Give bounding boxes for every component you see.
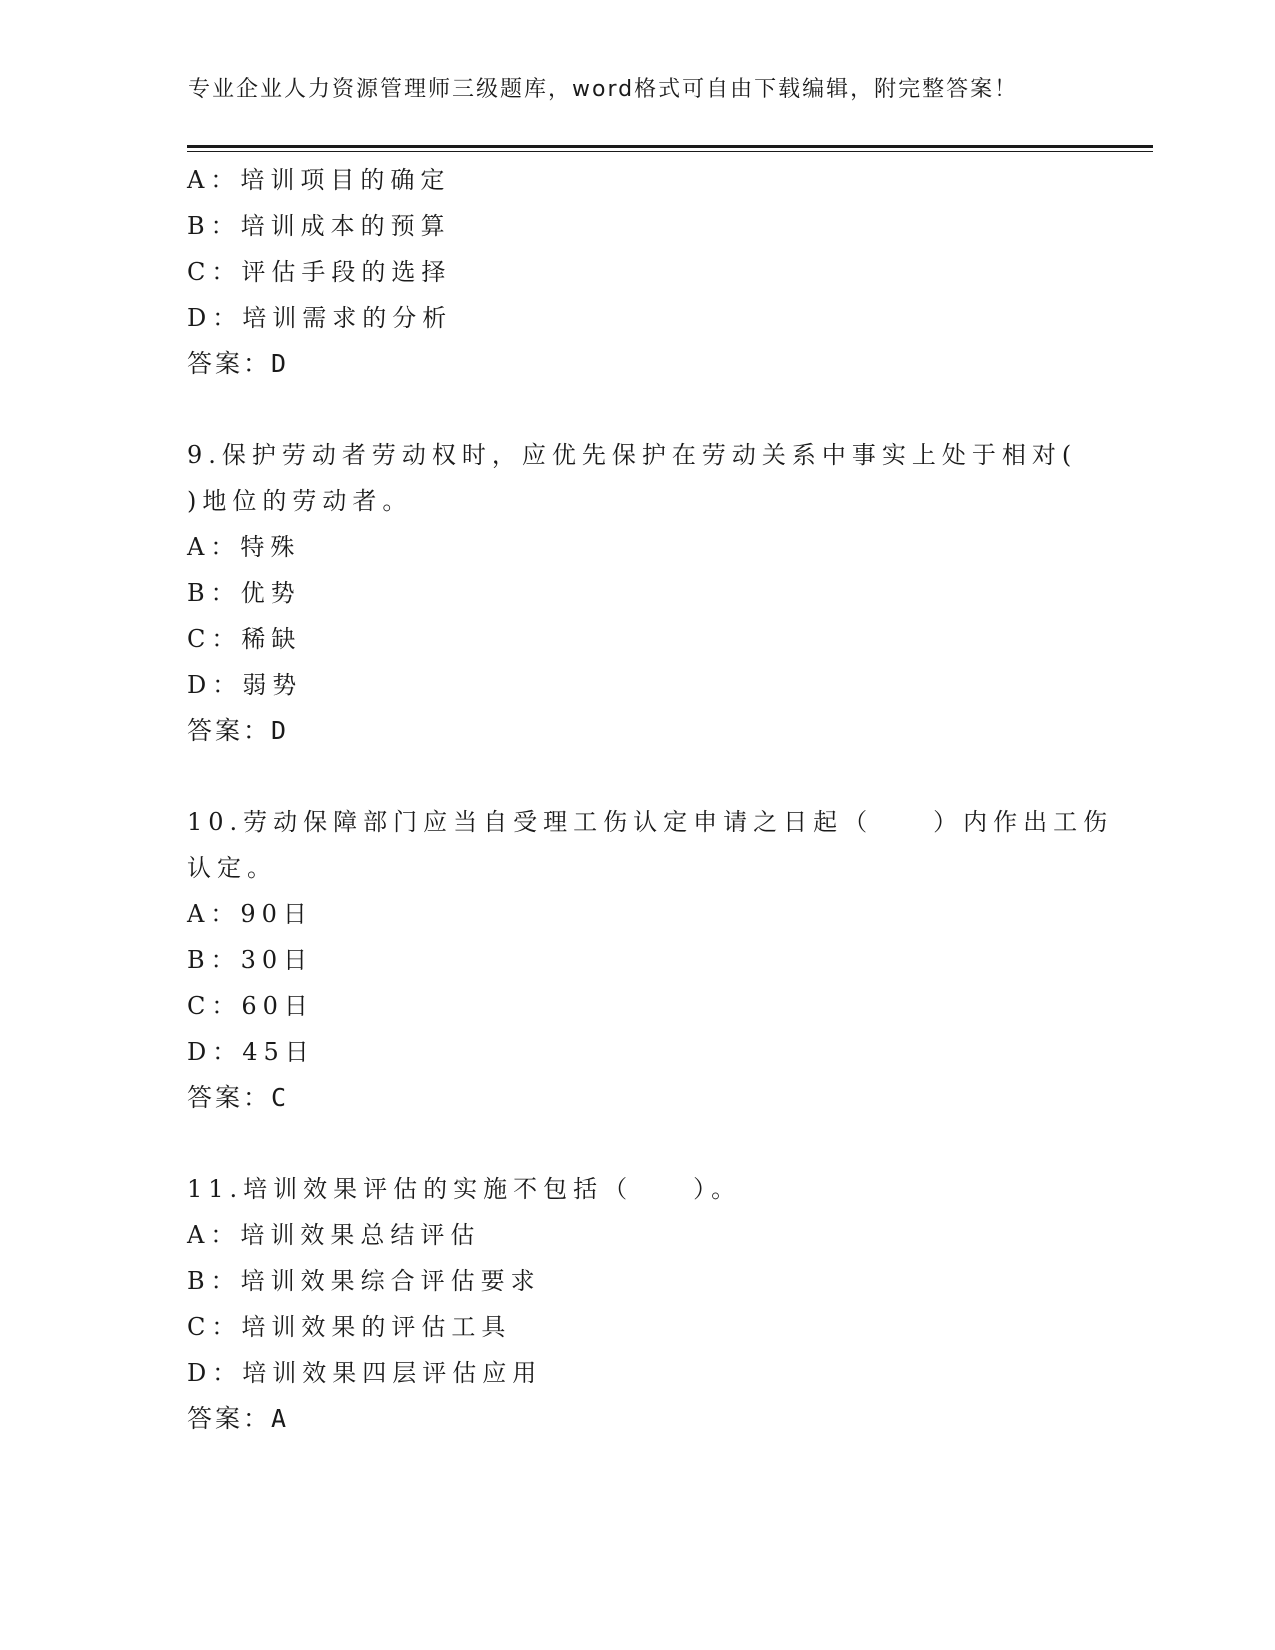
option-text: 30日: [240, 946, 314, 974]
question-text: )地位的劳动者。: [187, 487, 413, 515]
option-label: B：: [187, 1267, 241, 1295]
option-text: 45日: [242, 1038, 315, 1066]
option-label: A：: [187, 533, 241, 561]
option-row: [187, 1304, 1087, 1350]
question-text: 认定。: [187, 854, 277, 882]
option-label: C：: [187, 258, 242, 286]
option-row: [187, 249, 1087, 295]
option-text: 培训需求的分析: [242, 304, 453, 332]
option-row: [187, 157, 1087, 203]
option-row: [187, 1258, 1087, 1304]
question-block: [187, 432, 1087, 754]
option-text: 培训效果总结评估: [240, 1221, 481, 1249]
answer-row: [187, 341, 1087, 387]
option-label: D：: [187, 304, 243, 332]
answer-row: [187, 1396, 1087, 1442]
option-text: 60日: [241, 992, 314, 1020]
option-row: [187, 524, 1087, 570]
option-row: [187, 616, 1087, 662]
answer-value: D: [271, 349, 287, 378]
option-text: 培训成本的预算: [240, 212, 451, 240]
option-text: 培训效果综合评估要求: [240, 1267, 541, 1295]
option-row: [187, 570, 1087, 616]
option-row: [187, 1350, 1087, 1396]
option-label: C：: [187, 1313, 242, 1341]
option-text: 稀缺: [241, 625, 302, 653]
option-text: 特殊: [240, 533, 301, 561]
option-text: 弱势: [242, 671, 303, 699]
option-label: C：: [187, 625, 242, 653]
option-label: B：: [187, 212, 241, 240]
option-label: D：: [187, 671, 243, 699]
header-rule-thin: [187, 151, 1153, 152]
option-text: 优势: [240, 579, 301, 607]
page-header: 专业企业人力资源管理师三级题库，word格式可自由下载编辑，附完整答案！: [188, 77, 1019, 102]
answer-label: 答案：: [187, 716, 272, 745]
answer-label: 答案：: [187, 1083, 272, 1112]
question-block: [187, 157, 1087, 387]
option-row: [187, 891, 1087, 937]
answer-row: [187, 708, 1087, 754]
option-text: 培训效果的评估工具: [241, 1313, 512, 1341]
option-text: 培训效果四层评估应用: [242, 1359, 543, 1387]
option-row: [187, 1029, 1087, 1075]
question-text: 11.培训效果评估的实施不包括（ ）。: [187, 1175, 742, 1203]
option-label: D：: [187, 1038, 243, 1066]
header-rule-thick: [187, 145, 1153, 148]
question-block: [187, 799, 1114, 1121]
option-label: A：: [187, 1221, 241, 1249]
question-text: 9.保护劳动者劳动权时，应优先保护在劳动关系中事实上处于相对(: [187, 441, 1078, 469]
option-row: [187, 1212, 1087, 1258]
answer-row: [187, 1075, 1087, 1121]
option-label: B：: [187, 946, 241, 974]
question-block: [187, 1166, 1087, 1442]
answer-value: D: [271, 716, 287, 745]
option-row: [187, 203, 1087, 249]
option-text: 90日: [240, 900, 313, 928]
question-text: 10.劳动保障部门应当自受理工伤认定申请之日起（ ）内作出工伤: [187, 808, 1114, 836]
answer-value: C: [271, 1083, 287, 1112]
question-list: [187, 157, 1114, 1442]
answer-label: 答案：: [187, 1404, 272, 1433]
option-label: C：: [187, 992, 242, 1020]
option-row: [187, 983, 1087, 1029]
option-label: D：: [187, 1359, 243, 1387]
option-label: A：: [187, 900, 241, 928]
answer-value: A: [271, 1404, 287, 1433]
option-label: A：: [187, 166, 241, 194]
option-row: [187, 937, 1087, 983]
option-row: [187, 295, 1087, 341]
option-label: B：: [187, 579, 241, 607]
option-text: 评估手段的选择: [241, 258, 452, 286]
answer-label: 答案：: [187, 349, 272, 378]
option-text: 培训项目的确定: [240, 166, 451, 194]
option-row: [187, 662, 1087, 708]
